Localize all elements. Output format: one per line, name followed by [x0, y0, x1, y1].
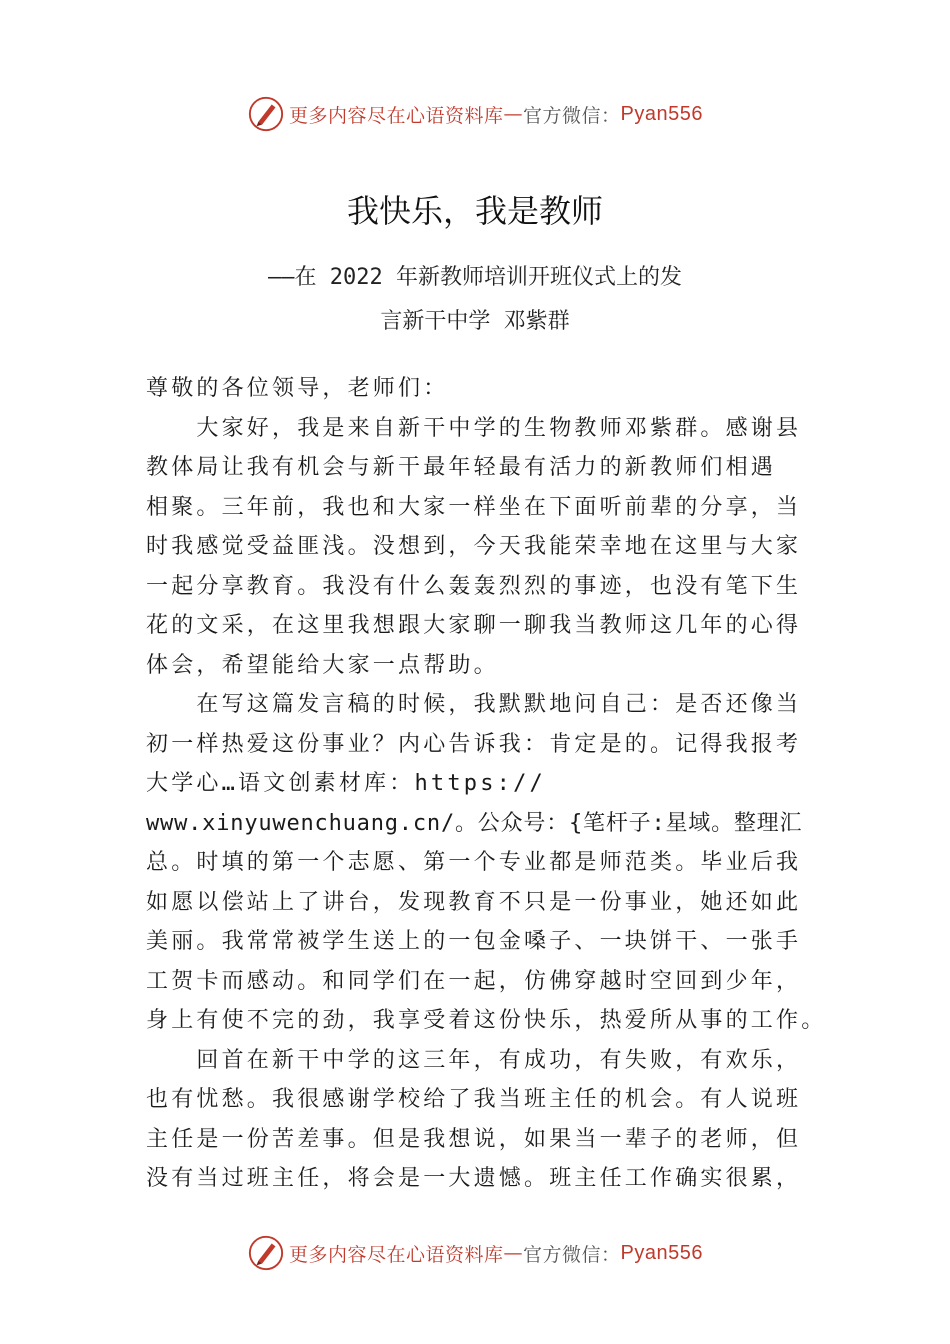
body-line: 时我感觉受益匪浅。没想到，今天我能荣幸地在这里与大家 — [146, 534, 802, 559]
banner-wechat-id: Pyan556 — [620, 102, 703, 125]
footer-banner — [0, 1231, 950, 1275]
document-subtitle-line2: 言新干中学 邓紫群 — [380, 309, 570, 334]
body-line: 在写这篇发言稿的时候，我默默地问自己：是否还像当 — [146, 692, 802, 717]
pen-logo-icon — [247, 1234, 285, 1272]
body-line: 花的文采，在这里我想跟大家聊一聊我当教师这几年的心得 — [146, 613, 802, 638]
body-line: 大学心…语文创素材库：https:// — [146, 771, 547, 796]
body-line: 大家好，我是来自新干中学的生物教师邓紫群。感谢县 — [146, 415, 802, 441]
body-line: www.xinyuwenchuang.cn/。公众号：{笔杆子:星域。整理汇 — [146, 810, 803, 836]
body-line: 尊敬的各位领导，老师们： — [146, 376, 449, 401]
body-line: 初一样热爱这份事业？内心告诉我：肯定是的。记得我报考 — [146, 731, 802, 757]
body-line: 如愿以偿站上了讲台，发现教育不只是一份事业，她还如此 — [146, 889, 802, 915]
banner-brand: 更多内容尽在心语资料库 — [289, 1243, 504, 1266]
body-line: 美丽。我常常被学生送上的一包金嗓子、一块饼干、一张手 — [146, 929, 802, 954]
body-line: 体会，希望能给大家一点帮助。 — [146, 652, 499, 678]
body-line: 身上有使不完的劲，我享受着这份快乐，热爱所从事的工作。 — [146, 1008, 827, 1033]
header-banner — [0, 92, 950, 136]
document-title: 我快乐，我是教师 — [346, 192, 603, 230]
body-line: 工贺卡而感动。和同学们在一起，仿佛穿越时空回到少年， — [146, 968, 802, 994]
body-line: 总。时填的第一个志愿、第一个专业都是师范类。毕业后我 — [146, 850, 802, 875]
banner-separator: — — [503, 103, 524, 125]
body-line: 回首在新干中学的这三年，有成功，有失败，有欢乐， — [146, 1047, 802, 1073]
body-line: 一起分享教育。我没有什么轰轰烈烈的事迹，也没有笔下生 — [146, 573, 802, 599]
pen-logo-icon — [247, 95, 285, 133]
banner-wechat-id: Pyan556 — [620, 1241, 703, 1264]
body-line: 没有当过班主任，将会是一大遗憾。班主任工作确实很累， — [146, 1166, 802, 1191]
document-subtitle-line1: ——在 2022 年新教师培训开班仪式上的发 — [268, 265, 682, 290]
body-line: 主任是一份苦差事。但是我想说，如果当一辈子的老师，但 — [146, 1126, 802, 1152]
body-line: 教体局让我有机会与新干最年轻最有活力的新教师们相遇 — [146, 455, 777, 480]
banner-separator: — — [503, 1242, 524, 1264]
body-line: 相聚。三年前，我也和大家一样坐在下面听前辈的分享，当 — [146, 494, 802, 520]
document-body — [146, 369, 826, 1199]
banner-wechat-label: 官方微信： — [523, 1243, 621, 1266]
banner-wechat-label: 官方微信： — [523, 104, 621, 127]
body-line: 也有忧愁。我很感谢学校给了我当班主任的机会。有人说班 — [146, 1087, 802, 1112]
banner-brand: 更多内容尽在心语资料库 — [289, 104, 504, 127]
